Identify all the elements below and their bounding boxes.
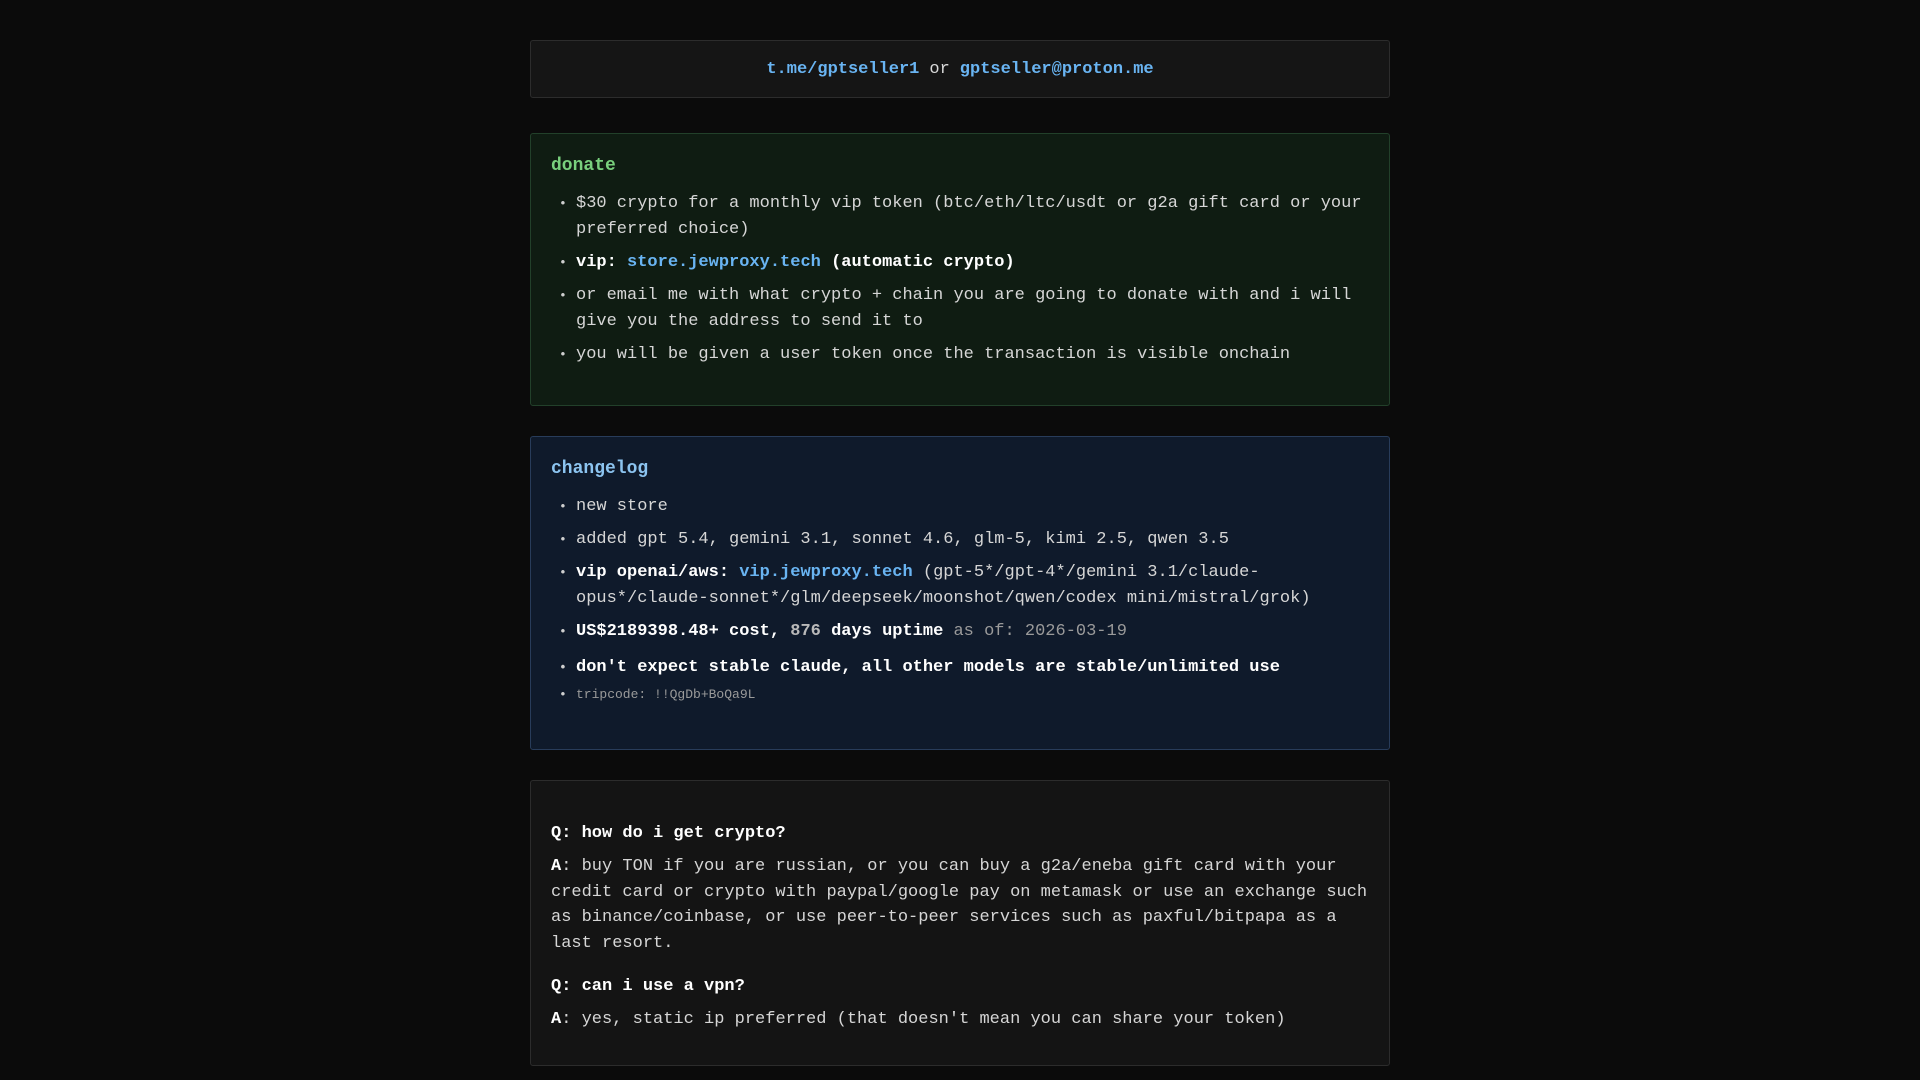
faq-answer	[551, 1007, 1369, 1033]
vip-openai-label: vip openai/aws:	[576, 563, 730, 582]
list-item: • new store	[576, 494, 1369, 520]
donate-list	[551, 191, 1369, 368]
list-item	[576, 250, 1369, 276]
changelog-list	[551, 494, 1369, 704]
faq-question: Q: how do i get crypto?	[551, 824, 786, 843]
stats-item	[576, 619, 1369, 645]
contact-bar	[530, 40, 1390, 98]
answer-label: A	[551, 857, 562, 876]
faq-section	[530, 780, 1390, 1066]
list-item	[576, 560, 1369, 612]
vip-link[interactable]: vip.jewproxy.tech	[739, 563, 913, 582]
warning-item: • don't expect stable claude, all other models are stable/unlimited use	[576, 655, 1369, 681]
uptime-days: 876	[790, 622, 821, 641]
store-link[interactable]: store.jewproxy.tech	[627, 253, 821, 272]
changelog-section	[530, 436, 1390, 750]
donate-title: donate	[551, 156, 616, 176]
tripcode-item: • tripcode: !!QgDb+BoQa9L	[576, 686, 1369, 704]
list-item: • or email me with what crypto + chain you are going to donate with and i will give you the address to send it to	[576, 283, 1369, 335]
faq-answer	[551, 854, 1369, 956]
answer-label: A	[551, 1010, 562, 1029]
vip-models: (gpt-5*/gpt-4*/gemini 3.1/claude-opus*/claude-sonnet*/glm/deepseek/moonshot/qwen/codex mini/mistral/grok)	[576, 563, 1311, 608]
cost-text: US$2189398.48+ cost,	[576, 622, 781, 641]
as-of-date: as of: 2026-03-19	[953, 622, 1127, 641]
list-item: • you will be given a user token once the transaction is visible onchain	[576, 342, 1369, 368]
faq-question: Q: can i use a vpn?	[551, 977, 745, 996]
donate-section	[530, 133, 1390, 406]
telegram-link[interactable]: t.me/gptseller1	[766, 59, 920, 79]
answer-text: : yes, static ip preferred (that doesn't mean you can share your token)	[561, 1010, 1286, 1029]
changelog-title: changelog	[551, 459, 649, 479]
contact-separator: or	[929, 59, 950, 79]
vip-suffix: (automatic crypto)	[831, 253, 1015, 272]
page-content	[530, 40, 1390, 1066]
vip-label: vip:	[576, 253, 617, 272]
answer-text: : buy TON if you are russian, or you can buy a g2a/eneba gift card with your credit card or crypto with paypal/google pay on metamask or use an exchange such as binance/coinbase, or use peer-to-peer services such as paxful/bitpapa as a last resort.	[551, 857, 1368, 953]
uptime-label: days uptime	[831, 622, 944, 641]
list-item: • added gpt 5.4, gemini 3.1, sonnet 4.6, glm-5, kimi 2.5, qwen 3.5	[576, 527, 1369, 553]
list-item: • $30 crypto for a monthly vip token (btc/eth/ltc/usdt or g2a gift card or your preferred choice)	[576, 191, 1369, 243]
email-link[interactable]: gptseller@proton.me	[959, 59, 1154, 79]
